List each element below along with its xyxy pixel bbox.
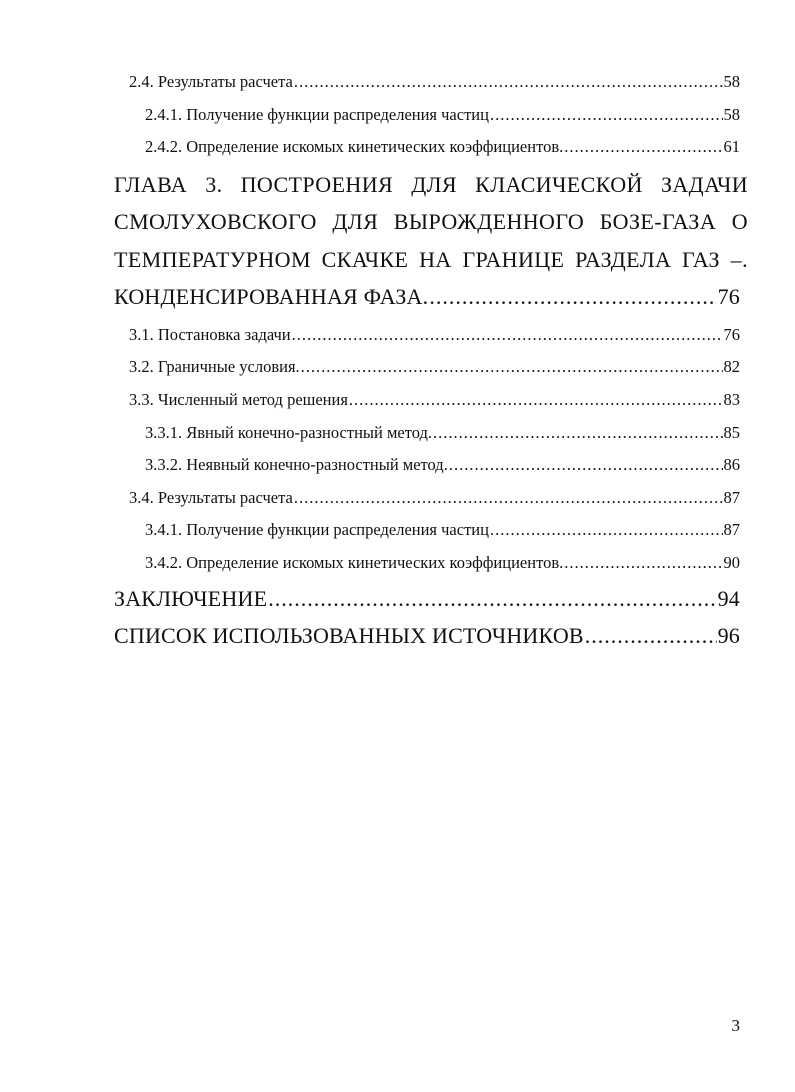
toc-entry-page: 90 bbox=[723, 552, 740, 572]
toc-entry-3-3-2[interactable] bbox=[0, 449, 795, 482]
table-of-contents bbox=[0, 66, 795, 654]
toc-entry-page: 76 bbox=[717, 284, 740, 310]
toc-entry-conclusion[interactable] bbox=[0, 580, 795, 617]
toc-entry-page: 61 bbox=[723, 137, 740, 157]
toc-dot-leader bbox=[294, 482, 723, 515]
toc-entry-page: 87 bbox=[723, 487, 740, 507]
toc-entry-label: 3.2. Граничные условия. bbox=[129, 357, 300, 377]
toc-dot-leader bbox=[268, 580, 716, 617]
toc-dot-leader bbox=[585, 617, 717, 654]
toc-entry-label: 2.4.2. Определение искомых кинетических коэффициентов. bbox=[145, 137, 564, 157]
toc-entry-3-4-2[interactable] bbox=[0, 547, 795, 580]
toc-entry-page: 58 bbox=[723, 104, 740, 124]
toc-entry-label: КОНДЕНСИРОВАННАЯ ФАЗА. bbox=[114, 284, 429, 310]
toc-entry-3-3[interactable] bbox=[0, 384, 795, 417]
toc-entry-label: 3.4. Результаты расчета bbox=[129, 487, 293, 507]
toc-entry-page: 83 bbox=[723, 389, 740, 409]
toc-entry-page: 85 bbox=[723, 422, 740, 442]
toc-entry-page: 96 bbox=[717, 622, 740, 648]
toc-entry-label: 3.3.2. Неявный конечно-разностный метод. bbox=[145, 455, 448, 475]
toc-entry-label: ЗАКЛЮЧЕНИЕ bbox=[114, 585, 268, 611]
toc-entry-2-4-1[interactable] bbox=[0, 99, 795, 132]
toc-entry-label: 2.4.1. Получение функции распределения частиц bbox=[145, 104, 489, 124]
chapter-heading-line: ТЕМПЕРАТУРНОМ СКАЧКЕ НА ГРАНИЦЕ РАЗДЕЛА ГАЗ –. bbox=[114, 246, 748, 272]
toc-dot-leader bbox=[449, 449, 723, 482]
toc-entry-3-4-1[interactable] bbox=[0, 514, 795, 547]
toc-entry-page: 86 bbox=[723, 455, 740, 475]
toc-entry-label: 3.1. Постановка задачи bbox=[129, 324, 291, 344]
toc-dot-leader bbox=[433, 417, 722, 450]
toc-entry-page: 58 bbox=[723, 72, 740, 91]
toc-dot-leader bbox=[294, 66, 723, 99]
toc-entry-label: СПИСОК ИСПОЛЬЗОВАННЫХ ИСТОЧНИКОВ bbox=[114, 622, 584, 648]
toc-entry-2-4[interactable] bbox=[0, 66, 795, 99]
toc-entry-3-4[interactable] bbox=[0, 482, 795, 515]
toc-entry-label: 3.4.2. Определение искомых кинетических коэффициентов. bbox=[145, 552, 564, 572]
toc-entry-3-1[interactable] bbox=[0, 319, 795, 352]
toc-entry-references[interactable] bbox=[0, 617, 795, 654]
chapter-heading-line: ГЛАВА 3. ПОСТРОЕНИЯ ДЛЯ КЛАСИЧЕСКОЙ ЗАДАЧИ bbox=[114, 171, 748, 197]
toc-chapter-3-last-line[interactable] bbox=[0, 278, 795, 316]
toc-entry-page: 82 bbox=[723, 357, 740, 377]
toc-entry-3-3-1[interactable] bbox=[0, 417, 795, 450]
toc-entry-2-4-2[interactable] bbox=[0, 131, 795, 164]
toc-dot-leader bbox=[490, 514, 723, 547]
toc-entry-page: 94 bbox=[717, 585, 740, 611]
toc-entry-label: 2.4. Результаты расчета bbox=[129, 72, 293, 91]
toc-entry-label: 3.3.1. Явный конечно-разностный метод. bbox=[145, 422, 433, 442]
toc-entry-3-2[interactable] bbox=[0, 351, 795, 384]
toc-dot-leader bbox=[490, 99, 723, 132]
toc-dot-leader bbox=[349, 384, 723, 417]
toc-entry-page: 76 bbox=[723, 324, 740, 344]
toc-chapter-3-heading[interactable] bbox=[0, 166, 795, 279]
toc-entry-label: 3.3. Численный метод решения bbox=[129, 389, 348, 409]
toc-dot-leader bbox=[292, 319, 723, 352]
toc-entry-page: 87 bbox=[723, 520, 740, 540]
toc-dot-leader bbox=[564, 131, 722, 164]
toc-dot-leader bbox=[564, 547, 722, 580]
page-number: 3 bbox=[731, 1016, 740, 1035]
toc-dot-leader bbox=[429, 278, 716, 316]
toc-entry-label: 3.4.1. Получение функции распределения частиц bbox=[145, 520, 489, 540]
chapter-heading-line: СМОЛУХОВСКОГО ДЛЯ ВЫРОЖДЕННОГО БОЗЕ-ГАЗА О bbox=[114, 209, 748, 235]
toc-dot-leader bbox=[301, 351, 723, 384]
